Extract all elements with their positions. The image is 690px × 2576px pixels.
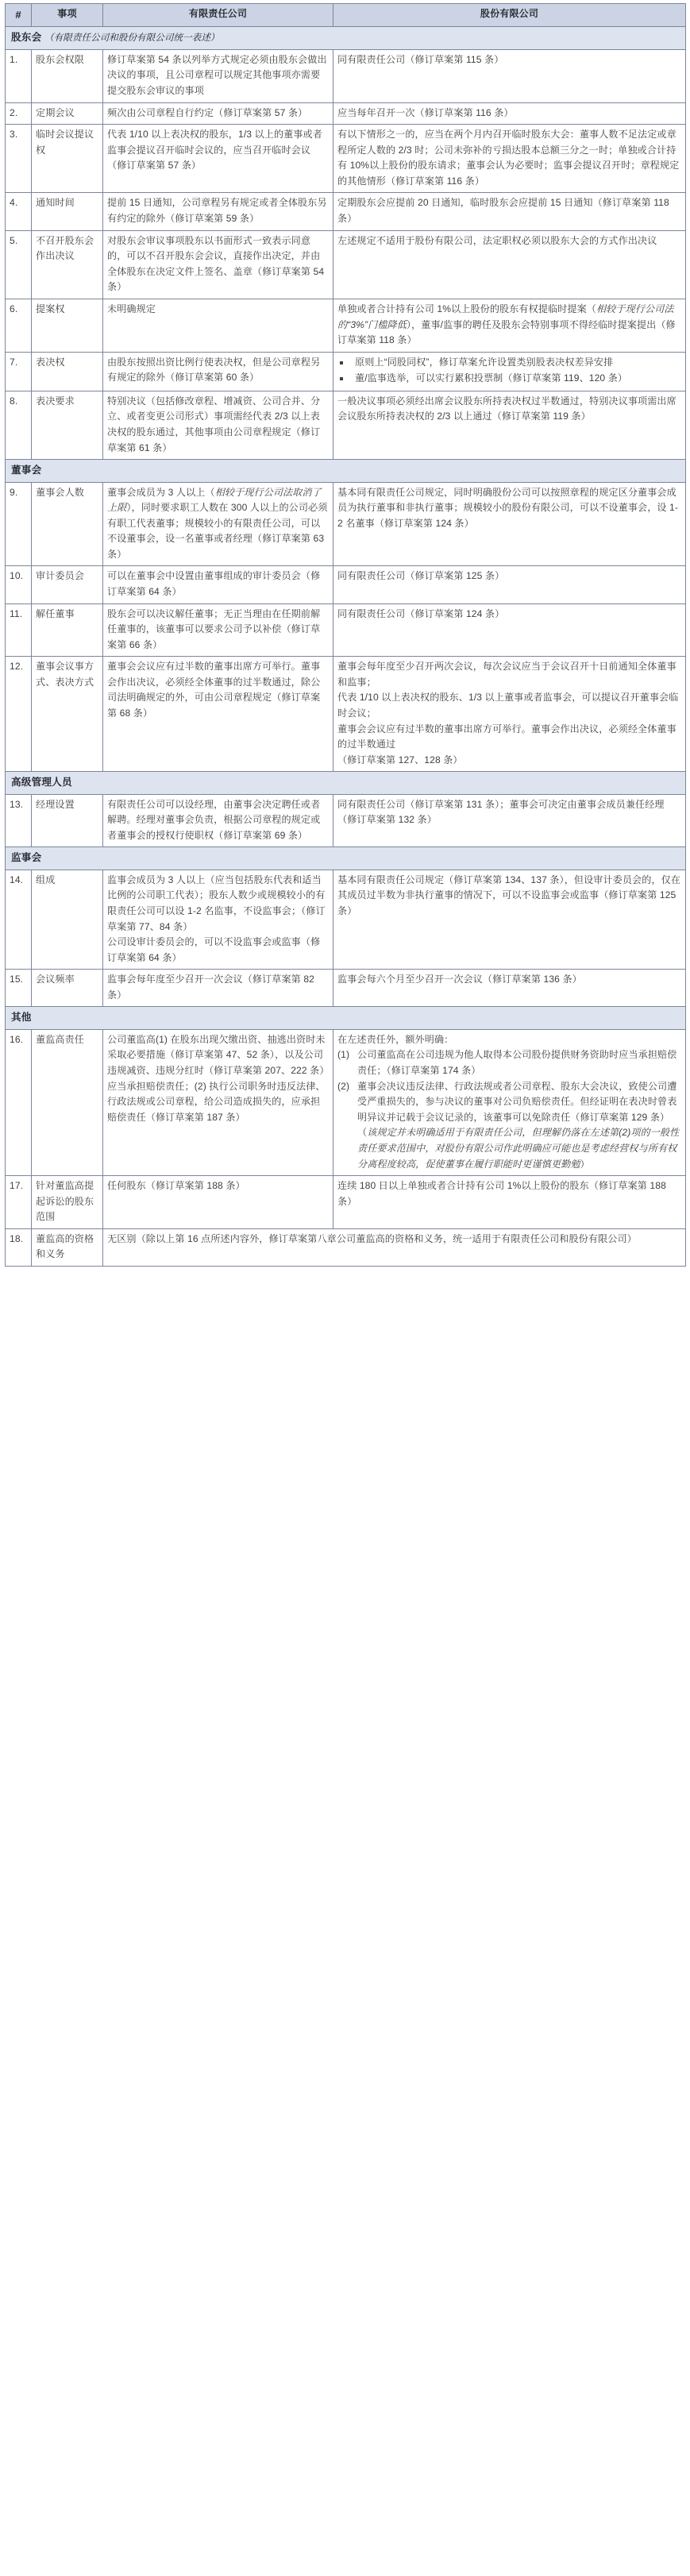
section-title: 董事会 xyxy=(11,465,42,476)
paragraph: （修订草案第 127、128 条） xyxy=(337,754,463,765)
row-item-label: 董事会人数 xyxy=(32,482,103,566)
section-title-other xyxy=(6,1007,686,1029)
table-row xyxy=(6,125,686,193)
row-number: 1. xyxy=(6,49,32,102)
row-number: 10. xyxy=(6,566,32,604)
row-cell-jsc: 同有限责任公司（修订草案第 125 条） xyxy=(333,566,686,604)
row-cell-jsc: 同有限责任公司（修订草案第 124 条） xyxy=(333,604,686,657)
header-row xyxy=(6,4,686,27)
row-cell-llc: 对股东会审议事项股东以书面形式一致表示同意的，可以不召开股东会会议，直接作出决定，并由全体股东在决定文件上签名、盖章（修订草案第 54 条） xyxy=(103,230,333,299)
row-cell-llc: 特别决议（包括修改章程、增减资、公司合并、分立、或者变更公司形式）事项需经代表 2/3 以上表决权的股东通过，其他事项由公司章程规定（修订草案第 61 条） xyxy=(103,391,333,459)
row-number: 14. xyxy=(6,870,32,969)
table-body xyxy=(6,27,686,1267)
row-item-label: 通知时间 xyxy=(32,193,103,230)
row-cell-llc: 监事会每年度至少召开一次会议（修订草案第 82 条） xyxy=(103,970,333,1007)
paragraph: 公司设审计委员会的，可以不设监事会或监事（修订草案第 64 条） xyxy=(107,936,321,963)
row-number: 4. xyxy=(6,193,32,230)
row-number: 8. xyxy=(6,391,32,459)
company-law-comparison-table xyxy=(5,3,686,1267)
table-row xyxy=(6,230,686,299)
row-cell-jsc: 同有限责任公司（修订草案第 115 条） xyxy=(333,49,686,102)
row-cell-llc: 未明确规定 xyxy=(103,299,333,352)
row-cell-jsc: 应当每年召开一次（修订草案第 116 条） xyxy=(333,102,686,125)
row-cell-llc: 股东会可以决议解任董事；无正当理由在任期前解任董事的，该董事可以要求公司予以补偿（修订草案第 66 条） xyxy=(103,604,333,657)
row-item-label: 临时会议提议权 xyxy=(32,125,103,193)
row-cell-jsc xyxy=(333,352,686,391)
row-number: 6. xyxy=(6,299,32,352)
section-title: 其他 xyxy=(11,1012,32,1024)
section-title-shareholders xyxy=(6,27,686,50)
row-number: 3. xyxy=(6,125,32,193)
section-header-row xyxy=(6,1007,686,1029)
column-header-llc: 有限责任公司 xyxy=(103,4,333,27)
row-item-label: 经理设置 xyxy=(32,794,103,847)
row-cell-llc: 董事会会议应有过半数的董事出席方可举行。董事会作出决议，必须经全体董事的过半数通过，除公司法明确规定的外，可由公司章程规定（修订草案第 68 条） xyxy=(103,657,333,772)
row-item-label: 表决权 xyxy=(32,352,103,391)
table-header xyxy=(6,4,686,27)
row-cell-jsc: 连续 180 日以上单独或者合计持有公司 1%以上股份的股东（修订草案第 188 条） xyxy=(333,1176,686,1229)
row-cell-jsc: 同有限责任公司（修订草案第 131 条）；董事会可决定由董事会成员兼任经理（修订草案第 132 条） xyxy=(333,794,686,847)
paragraph: 监事会成员为 3 人以上（应当包括股东代表和适当比例的公司职工代表）；股东人数少或规模较小的有限责任公司可以设 1-2 名监事，不设监事会；（修订草案第 77、84 条） xyxy=(107,873,326,932)
row-number: 16. xyxy=(6,1029,32,1175)
numbered-item: 公司董监高在公司违规为他人取得本公司股份提供财务资助时应当承担赔偿责任；（修订草案第 174 条） xyxy=(357,1049,677,1077)
row-item-label: 审计委员会 xyxy=(32,566,103,604)
row-cell-llc: 频次由公司章程自行约定（修订草案第 57 条） xyxy=(103,102,333,125)
table-row xyxy=(6,604,686,657)
row-cell-jsc: 定期股东会应提前 20 日通知，临时股东会应提前 15 日通知（修订草案第 118 条） xyxy=(333,193,686,230)
column-header-number: # xyxy=(6,4,32,27)
section-title: 监事会 xyxy=(11,852,42,864)
row-item-label: 表决要求 xyxy=(32,391,103,459)
table-row xyxy=(6,657,686,772)
section-title-senior xyxy=(6,772,686,794)
table-row xyxy=(6,870,686,969)
row-number: 2. xyxy=(6,102,32,125)
row-item-label: 解任董事 xyxy=(32,604,103,657)
column-header-item: 事项 xyxy=(32,4,103,27)
row-cell-llc: 董事会成员为 3 人以上（相较于现行公司法取消了上限），同时要求职工人数在 300 人以上的公司必须有职工代表董事；规模较小的有限责任公司，可以不设董事会，设一名董事或者经理（修订草案第 63 条） xyxy=(103,482,333,566)
table-row xyxy=(6,566,686,604)
column-header-jsc: 股份有限公司 xyxy=(333,4,686,27)
row-cell-jsc: 一般决议事项必须经出席会议股东所持表决权过半数通过，特别决议事项需出席会议股东所持表决权的 2/3 以上通过（修订草案第 119 条） xyxy=(333,391,686,459)
section-title: 高级管理人员 xyxy=(11,777,72,789)
row-cell-llc: 代表 1/10 以上表决权的股东，1/3 以上的董事或者监事会提议召开临时会议的，应当召开临时会议（修订草案第 57 条） xyxy=(103,125,333,193)
section-header-row xyxy=(6,460,686,482)
row-number: 15. xyxy=(6,970,32,1007)
row-cell-llc: 任何股东（修订草案第 188 条） xyxy=(103,1176,333,1229)
row-number: 17. xyxy=(6,1176,32,1229)
row-cell-llc: 可以在董事会中设置由董事组成的审计委员会（修订草案第 64 条） xyxy=(103,566,333,604)
row-cell-jsc xyxy=(333,657,686,772)
table-row xyxy=(6,299,686,352)
row-cell-jsc: 监事会每六个月至少召开一次会议（修订草案第 136 条） xyxy=(333,970,686,1007)
row-item-label: 不召开股东会作出决议 xyxy=(32,230,103,299)
bullet-list xyxy=(337,355,681,387)
row-cell-llc xyxy=(103,870,333,969)
row-item-label: 董监高的资格和义务 xyxy=(32,1228,103,1266)
table-row xyxy=(6,102,686,125)
table-row xyxy=(6,193,686,230)
row-number: 11. xyxy=(6,604,32,657)
row-cell-jsc: 有以下情形之一的，应当在两个月内召开临时股东大会：董事人数不足法定或章程所定人数的 2/3 时；公司未弥补的亏损达股本总额三分之一时；单独或合计持有 10%以上股份的股东请求；董事会认为必要时；监事会提议召开时；章程规定的其他情形（修订草案第 116 条） xyxy=(333,125,686,193)
numbered-list xyxy=(337,1047,681,1172)
table-row xyxy=(6,970,686,1007)
section-title-board xyxy=(6,460,686,482)
row-cell-jsc: 单独或者合计持有公司 1%以上股份的股东有权提临时提案（相较于现行公司法的“3%”门槛降低），董事/监事的聘任及股东会特别事项不得经临时提案提出（修订草案第 118 条） xyxy=(333,299,686,352)
row-item-label: 组成 xyxy=(32,870,103,969)
row-cell-llc: 提前 15 日通知，公司章程另有规定或者全体股东另有约定的除外（修订草案第 59 条） xyxy=(103,193,333,230)
row-cell-jsc: 左述规定不适用于股份有限公司，法定职权必须以股东大会的方式作出决议 xyxy=(333,230,686,299)
row-cell-llc: 有限责任公司可以设经理，由董事会决定聘任或者解聘。经理对董事会负责，根据公司章程的规定或者董事会的授权行使职权（修订草案第 69 条） xyxy=(103,794,333,847)
table-row xyxy=(6,391,686,459)
row-cell-jsc: 基本同有限责任公司规定（修订草案第 134、137 条），但设审计委员会的，仅在其成员过半数为非执行董事的情况下，可以不设监事会或监事（修订草案第 125 条） xyxy=(333,870,686,969)
bullet-item: 原则上“同股同权”，修订草案允许设置类别股表决权差异安排 xyxy=(337,355,681,371)
row-number: 13. xyxy=(6,794,32,847)
row-item-label: 会议频率 xyxy=(32,970,103,1007)
row-item-label: 董监高责任 xyxy=(32,1029,103,1175)
section-note: （有限责任公司和股份有限公司统一表述） xyxy=(44,33,220,44)
paragraph: 董事会每年度至少召开两次会议，每次会议应当于会议召开十日前通知全体董事和监事； xyxy=(337,661,677,688)
bullet-item: 董/监事选举，可以实行累积投票制（修订草案第 119、120 条） xyxy=(337,371,681,387)
table-row xyxy=(6,352,686,391)
row-cell-merged: 无区别（除以上第 16 点所述内容外，修订草案第八章公司董监高的资格和义务，统一适用于有限责任公司和股份有限公司） xyxy=(103,1228,686,1266)
table-row xyxy=(6,49,686,102)
row-item-label: 股东会权限 xyxy=(32,49,103,102)
row-number: 7. xyxy=(6,352,32,391)
numbered-item: 董事会决议违反法律、行政法规或者公司章程、股东大会决议，致使公司遭受严重损失的，参与决议的董事对公司负赔偿责任。但经证明在表决时曾表明异议并记载于会议记录的，该董事可以免除责任（修订草案第 129 条）（该规定并未明确适用于有限责任公司，但理解仍落在左述第(2)项的一般性责任要求范围中，对股份有限公司作此明确应可能也是考虑经营权与所有权分离程度较高，促使董事在履行职能时更谨慎更勤勉） xyxy=(357,1080,680,1170)
row-number: 18. xyxy=(6,1228,32,1266)
paragraph: 在左述责任外，额外明确： xyxy=(337,1033,454,1045)
row-cell-jsc xyxy=(333,1029,686,1175)
section-header-row xyxy=(6,772,686,794)
section-header-row xyxy=(6,847,686,870)
paragraph: 代表 1/10 以上表决权的股东、1/3 以上董事或者监事会，可以提议召开董事会临时会议； xyxy=(337,692,679,719)
row-cell-llc: 公司董监高(1) 在股东出现欠缴出资、抽逃出资时未采取必要措施（修订草案第 47、52 条），以及公司违规减资、违规分红时（修订草案第 207、222 条）应当承担赔偿责任；(2) 执行公司职务时违反法律、行政法规或公司章程，给公司造成损失的，应承担赔偿责任（修订草案第 187 条） xyxy=(103,1029,333,1175)
section-header-row xyxy=(6,27,686,50)
comparison-sheet xyxy=(0,0,690,1273)
row-item-label: 董事会议事方式、表决方式 xyxy=(32,657,103,772)
row-item-label: 定期会议 xyxy=(32,102,103,125)
section-title-supervisors xyxy=(6,847,686,870)
row-cell-jsc: 基本同有限责任公司规定，同时明确股份公司可以按照章程的规定区分董事会成员为执行董事和非执行董事；规模较小的股份有限公司，可以不设董事会，设 1-2 名董事（修订草案第 124 条） xyxy=(333,482,686,566)
row-number: 12. xyxy=(6,657,32,772)
section-title: 股东会 xyxy=(11,32,42,44)
row-item-label: 针对董监高提起诉讼的股东范围 xyxy=(32,1176,103,1229)
paragraph: 董事会会议应有过半数的董事出席方可举行。董事会作出决议，必须经全体董事的过半数通过 xyxy=(337,723,677,750)
table-row xyxy=(6,1176,686,1229)
row-cell-llc: 由股东按照出资比例行使表决权，但是公司章程另有规定的除外（修订草案第 60 条） xyxy=(103,352,333,391)
row-item-label: 提案权 xyxy=(32,299,103,352)
table-row xyxy=(6,482,686,566)
table-row xyxy=(6,1228,686,1266)
table-row xyxy=(6,794,686,847)
table-row xyxy=(6,1029,686,1175)
row-cell-llc: 修订草案第 54 条以列举方式规定必须由股东会做出决议的事项，且公司章程可以规定其他事项亦需要提交股东会审议的事项 xyxy=(103,49,333,102)
row-number: 5. xyxy=(6,230,32,299)
row-number: 9. xyxy=(6,482,32,566)
